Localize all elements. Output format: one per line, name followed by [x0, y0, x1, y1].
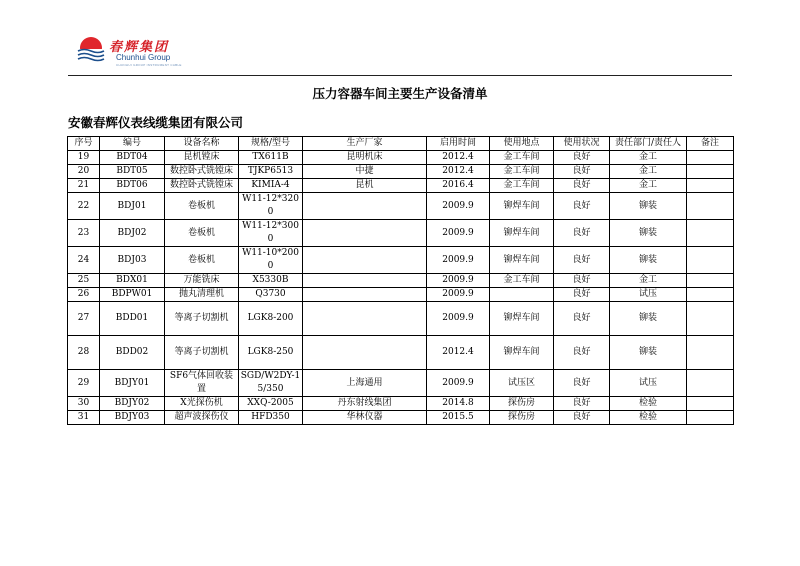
table-header-row: [68, 137, 734, 151]
location-cell: 探伤房: [490, 411, 554, 425]
location-cell: 金工车间: [490, 165, 554, 179]
start-date-cell: 2009.9: [427, 193, 490, 220]
seq-cell: 19: [68, 151, 100, 165]
department-cell: 铆装: [610, 193, 687, 220]
equipment-name-cell: 等离子切割机: [165, 302, 239, 336]
seq-cell: 26: [68, 288, 100, 302]
document-title: 压力容器车间主要生产设备清单: [312, 86, 488, 101]
condition-cell: 良好: [554, 247, 610, 274]
sunrise-wave-icon: [76, 34, 106, 66]
department-cell: 金工: [610, 151, 687, 165]
col-header-department: 责任部门/责任人: [610, 137, 687, 151]
start-date-cell: 2009.9: [427, 274, 490, 288]
seq-cell: 30: [68, 397, 100, 411]
col-header-code: 编号: [100, 137, 165, 151]
seq-cell: 31: [68, 411, 100, 425]
code-cell: BDJ01: [100, 193, 165, 220]
remarks-cell: [687, 302, 734, 336]
logo-tagline: CHUNHUI GROUP INSTRUMENT CABLE: [116, 63, 182, 67]
manufacturer-cell: 丹东射线集团: [303, 397, 427, 411]
col-header-condition: 使用状况: [554, 137, 610, 151]
col-header-equipment: 设备名称: [165, 137, 239, 151]
model-cell: X5330B: [239, 274, 303, 288]
equipment-name-cell: X光探伤机: [165, 397, 239, 411]
manufacturer-cell: [303, 274, 427, 288]
manufacturer-cell: [303, 288, 427, 302]
condition-cell: 良好: [554, 193, 610, 220]
start-date-cell: 2009.9: [427, 220, 490, 247]
condition-cell: 良好: [554, 288, 610, 302]
table-row: [68, 336, 734, 370]
logo-chinese-name: 春辉集团: [109, 40, 170, 55]
seq-cell: 23: [68, 220, 100, 247]
equipment-name-cell: 卷板机: [165, 193, 239, 220]
col-header-seq: 序号: [68, 137, 100, 151]
equipment-table: [67, 136, 734, 425]
remarks-cell: [687, 179, 734, 193]
start-date-cell: 2012.4: [427, 336, 490, 370]
remarks-cell: [687, 247, 734, 274]
seq-cell: 29: [68, 370, 100, 397]
condition-cell: 良好: [554, 397, 610, 411]
model-cell: W11-10*2000: [239, 247, 303, 274]
start-date-cell: 2014.8: [427, 397, 490, 411]
remarks-cell: [687, 165, 734, 179]
remarks-cell: [687, 151, 734, 165]
condition-cell: 良好: [554, 411, 610, 425]
remarks-cell: [687, 193, 734, 220]
department-cell: 金工: [610, 179, 687, 193]
seq-cell: 22: [68, 193, 100, 220]
remarks-cell: [687, 397, 734, 411]
department-cell: 试压: [610, 370, 687, 397]
code-cell: BDT04: [100, 151, 165, 165]
manufacturer-cell: [303, 302, 427, 336]
model-cell: LGK8-200: [239, 302, 303, 336]
code-cell: BDD02: [100, 336, 165, 370]
table-row: [68, 370, 734, 397]
company-name: 安徽春辉仪表线缆集团有限公司: [68, 115, 244, 130]
location-cell: 金工车间: [490, 274, 554, 288]
model-cell: HFD350: [239, 411, 303, 425]
remarks-cell: [687, 336, 734, 370]
manufacturer-cell: 中捷: [303, 165, 427, 179]
start-date-cell: 2016.4: [427, 179, 490, 193]
table-row: [68, 220, 734, 247]
condition-cell: 良好: [554, 370, 610, 397]
code-cell: BDJ03: [100, 247, 165, 274]
start-date-cell: 2009.9: [427, 247, 490, 274]
department-cell: 检验: [610, 397, 687, 411]
department-cell: 检验: [610, 411, 687, 425]
code-cell: BDD01: [100, 302, 165, 336]
remarks-cell: [687, 288, 734, 302]
remarks-cell: [687, 370, 734, 397]
header-divider: [68, 75, 732, 76]
remarks-cell: [687, 274, 734, 288]
condition-cell: 良好: [554, 336, 610, 370]
seq-cell: 28: [68, 336, 100, 370]
model-cell: LGK8-250: [239, 336, 303, 370]
company-logo: [76, 34, 186, 76]
table-row: [68, 397, 734, 411]
department-cell: 铆装: [610, 336, 687, 370]
location-cell: 铆焊车间: [490, 302, 554, 336]
department-cell: 金工: [610, 274, 687, 288]
code-cell: BDPW01: [100, 288, 165, 302]
code-cell: BDX01: [100, 274, 165, 288]
manufacturer-cell: 昆明机床: [303, 151, 427, 165]
equipment-name-cell: 等离子切割机: [165, 336, 239, 370]
equipment-name-cell: 卷板机: [165, 220, 239, 247]
seq-cell: 21: [68, 179, 100, 193]
model-cell: TX611B: [239, 151, 303, 165]
start-date-cell: 2012.4: [427, 151, 490, 165]
location-cell: [490, 288, 554, 302]
remarks-cell: [687, 411, 734, 425]
table-row: [68, 179, 734, 193]
equipment-name-cell: 超声波探伤仪: [165, 411, 239, 425]
equipment-name-cell: 数控卧式铣镗床: [165, 165, 239, 179]
equipment-name-cell: 昆机镗床: [165, 151, 239, 165]
condition-cell: 良好: [554, 151, 610, 165]
seq-cell: 27: [68, 302, 100, 336]
seq-cell: 20: [68, 165, 100, 179]
model-cell: XXQ-2005: [239, 397, 303, 411]
department-cell: 铆装: [610, 302, 687, 336]
condition-cell: 良好: [554, 165, 610, 179]
model-cell: W11-12*3000: [239, 220, 303, 247]
seq-cell: 24: [68, 247, 100, 274]
department-cell: 铆装: [610, 247, 687, 274]
start-date-cell: 2009.9: [427, 370, 490, 397]
col-header-location: 使用地点: [490, 137, 554, 151]
manufacturer-cell: [303, 220, 427, 247]
code-cell: BDT06: [100, 179, 165, 193]
equipment-name-cell: 数控卧式铣镗床: [165, 179, 239, 193]
table-row: [68, 193, 734, 220]
manufacturer-cell: [303, 193, 427, 220]
equipment-name-cell: 卷板机: [165, 247, 239, 274]
remarks-cell: [687, 220, 734, 247]
table-row: [68, 165, 734, 179]
code-cell: BDJ02: [100, 220, 165, 247]
department-cell: 试压: [610, 288, 687, 302]
location-cell: 金工车间: [490, 179, 554, 193]
code-cell: BDJY02: [100, 397, 165, 411]
location-cell: 金工车间: [490, 151, 554, 165]
condition-cell: 良好: [554, 302, 610, 336]
manufacturer-cell: [303, 247, 427, 274]
manufacturer-cell: 上海通用: [303, 370, 427, 397]
code-cell: BDJY01: [100, 370, 165, 397]
col-header-start-date: 启用时间: [427, 137, 490, 151]
manufacturer-cell: 昆机: [303, 179, 427, 193]
table-row: [68, 151, 734, 165]
department-cell: 金工: [610, 165, 687, 179]
table-row: [68, 288, 734, 302]
col-header-manufacturer: 生产厂家: [303, 137, 427, 151]
model-cell: TJKP6513: [239, 165, 303, 179]
model-cell: Q3730: [239, 288, 303, 302]
start-date-cell: 2009.9: [427, 288, 490, 302]
location-cell: 铆焊车间: [490, 193, 554, 220]
model-cell: SGD/W2DY-15/350: [239, 370, 303, 397]
table-row: [68, 302, 734, 336]
equipment-name-cell: 万能铣床: [165, 274, 239, 288]
col-header-model: 规格/型号: [239, 137, 303, 151]
equipment-name-cell: 抛丸清理机: [165, 288, 239, 302]
location-cell: 试压区: [490, 370, 554, 397]
table-row: [68, 411, 734, 425]
location-cell: 铆焊车间: [490, 247, 554, 274]
table-row: [68, 274, 734, 288]
start-date-cell: 2015.5: [427, 411, 490, 425]
table-row: [68, 247, 734, 274]
location-cell: 铆焊车间: [490, 220, 554, 247]
department-cell: 铆装: [610, 220, 687, 247]
manufacturer-cell: 华林仪器: [303, 411, 427, 425]
equipment-name-cell: SF6气体回收装置: [165, 370, 239, 397]
col-header-remarks: 备注: [687, 137, 734, 151]
manufacturer-cell: [303, 336, 427, 370]
start-date-cell: 2012.4: [427, 165, 490, 179]
start-date-cell: 2009.9: [427, 302, 490, 336]
condition-cell: 良好: [554, 220, 610, 247]
logo-english-name: Chunhui Group: [116, 53, 171, 62]
model-cell: KIMIA-4: [239, 179, 303, 193]
location-cell: 探伤房: [490, 397, 554, 411]
location-cell: 铆焊车间: [490, 336, 554, 370]
code-cell: BDJY03: [100, 411, 165, 425]
code-cell: BDT05: [100, 165, 165, 179]
seq-cell: 25: [68, 274, 100, 288]
condition-cell: 良好: [554, 179, 610, 193]
condition-cell: 良好: [554, 274, 610, 288]
model-cell: W11-12*3200: [239, 193, 303, 220]
